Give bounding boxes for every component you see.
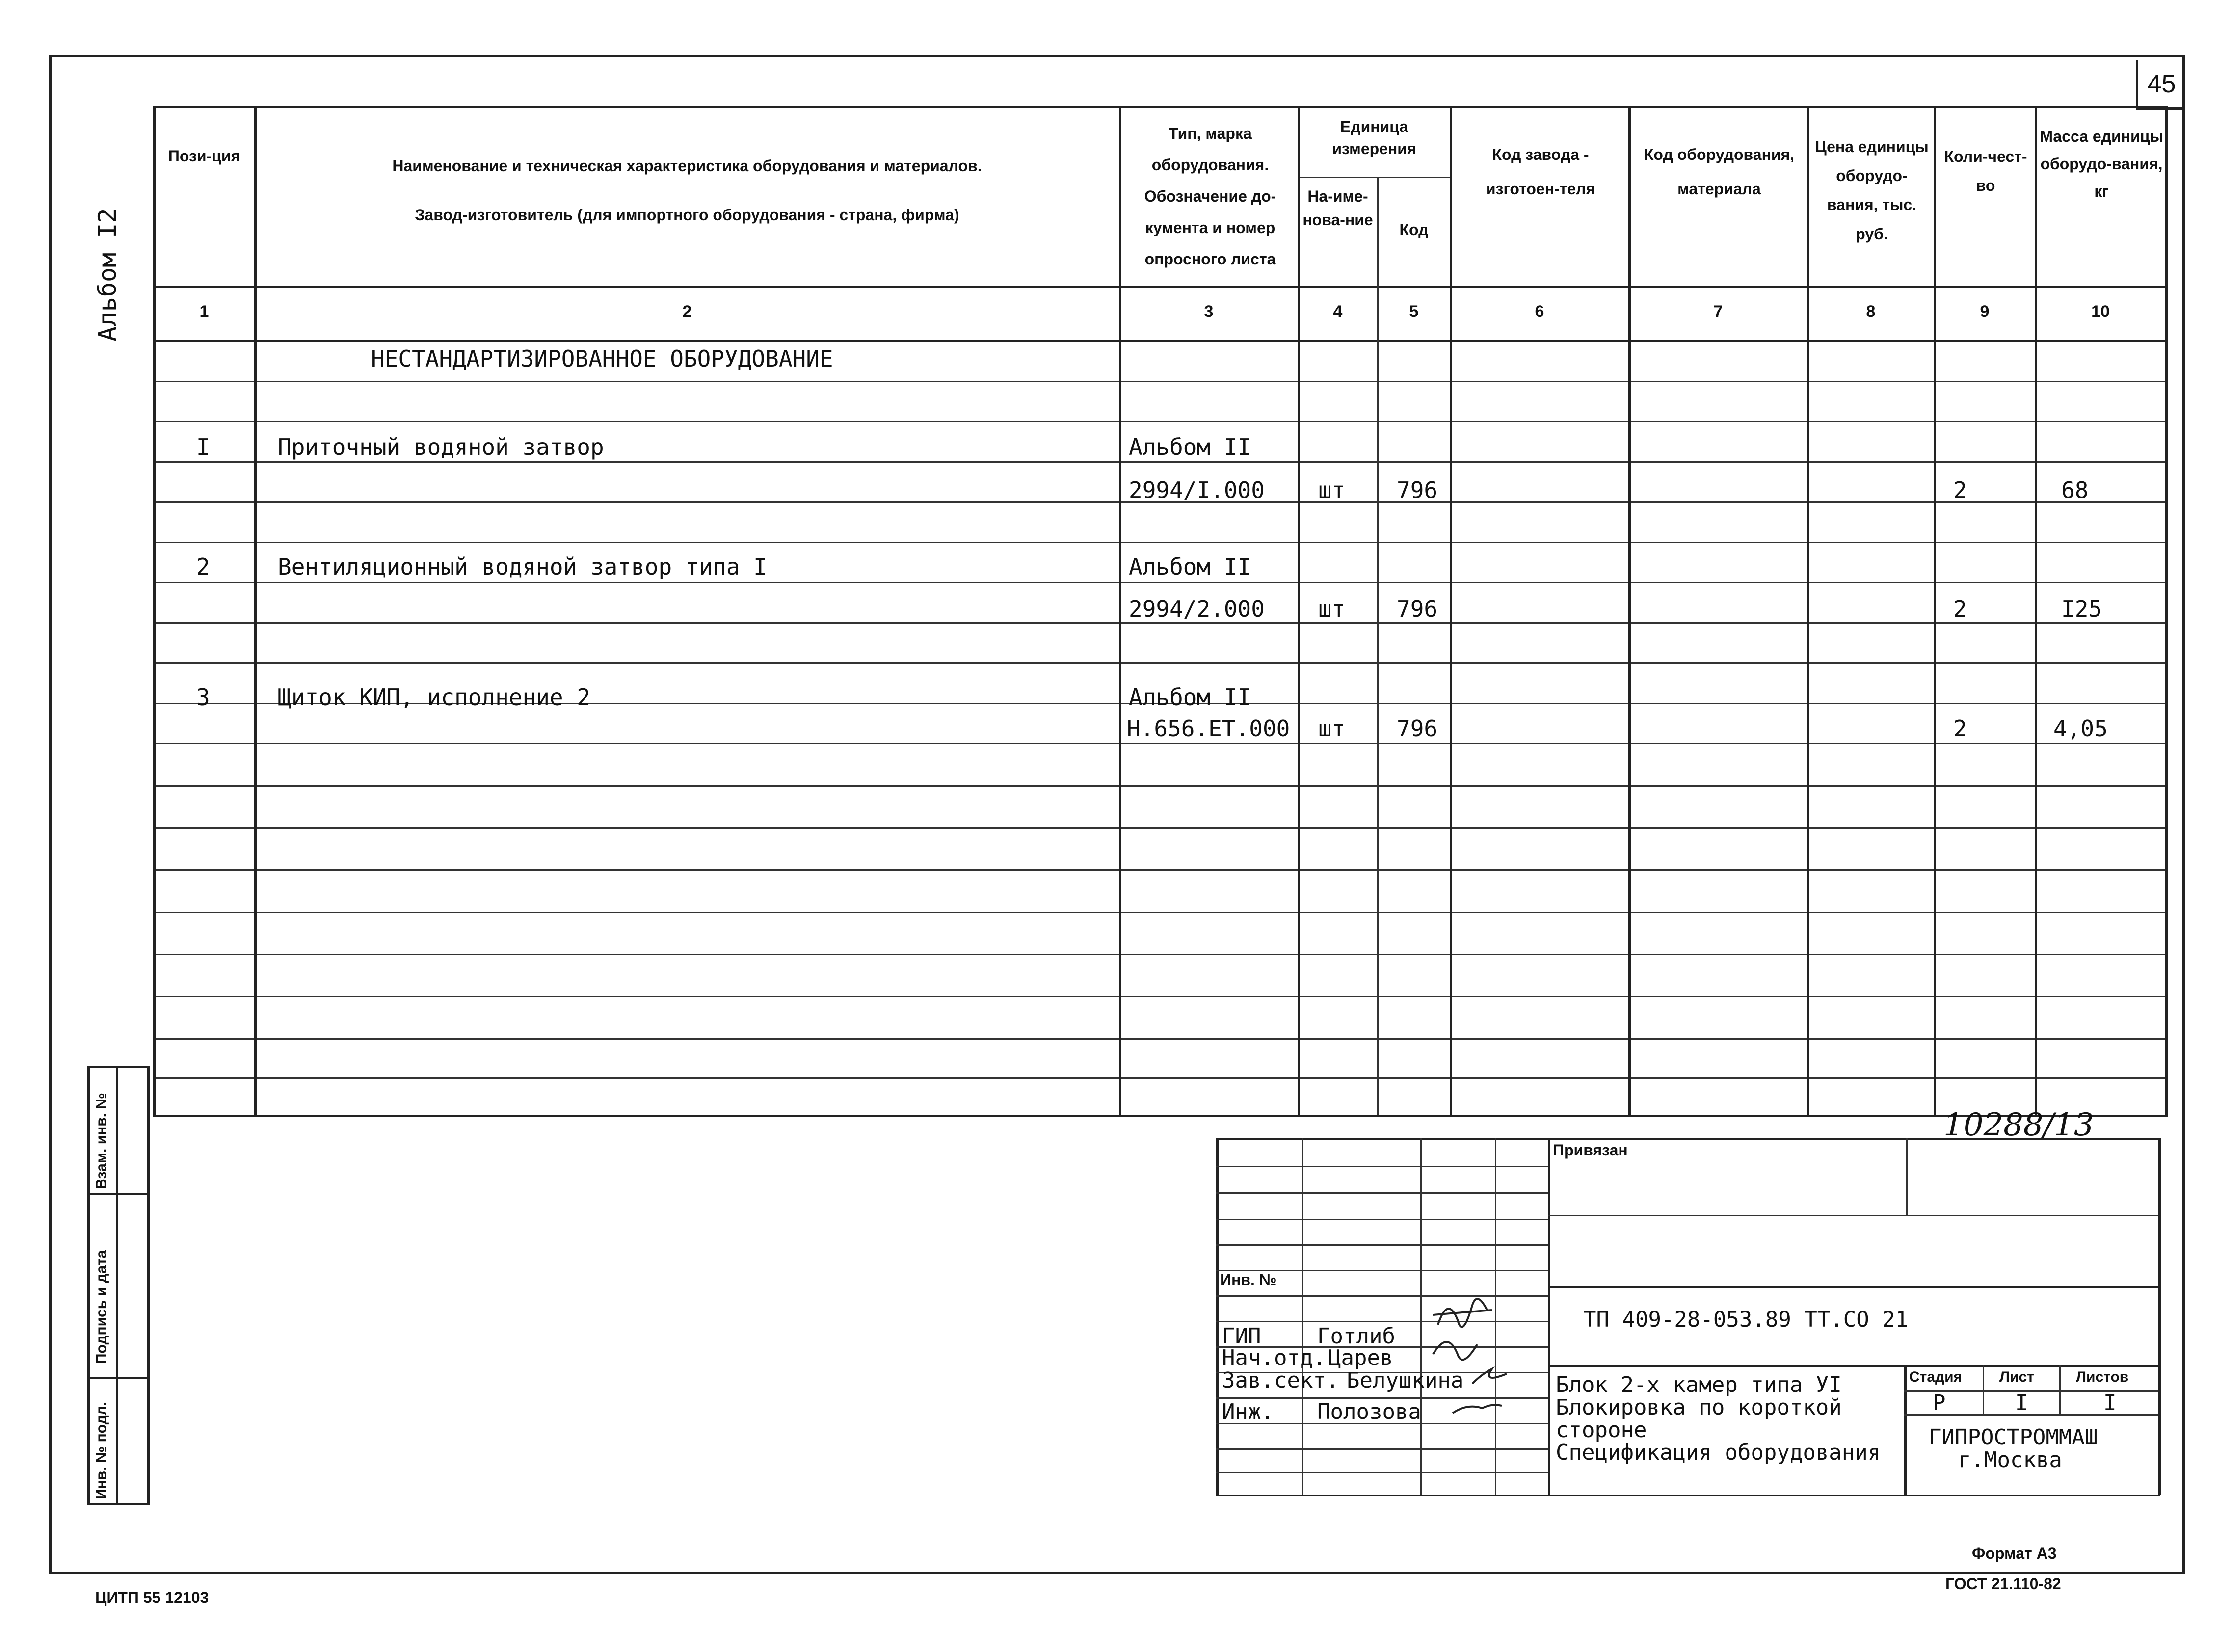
colnum-8: 8 bbox=[1866, 302, 1876, 321]
side-label-vzam: Взам. инв. № bbox=[93, 1093, 109, 1189]
sheets-label: Листов bbox=[2076, 1369, 2129, 1385]
signatures-image bbox=[1423, 1281, 1512, 1428]
header-unit-name: На-име-нова-ние bbox=[1302, 187, 1373, 229]
item-type: 2994/I.000 bbox=[1129, 477, 1265, 503]
item-code: 796 bbox=[1397, 596, 1438, 622]
header-quantity: Коли-чест-во bbox=[1944, 148, 2027, 195]
stage-value: Р bbox=[1933, 1390, 1946, 1416]
header-name-line1: Наименование и техническая характеристика оборудования и материалов. bbox=[392, 157, 982, 175]
sheet-label: Лист bbox=[1999, 1369, 2034, 1385]
item-mass: I25 bbox=[2061, 596, 2102, 622]
page-number: 45 bbox=[2136, 60, 2185, 110]
name-nach-otd: Царев bbox=[1328, 1345, 1393, 1370]
header-factory-code: Код завода - изготоен-теля bbox=[1486, 146, 1595, 198]
colnum-5: 5 bbox=[1409, 302, 1419, 321]
colnum-7: 7 bbox=[1713, 302, 1723, 321]
item-mass: 68 bbox=[2061, 477, 2089, 503]
side-label-inv-podl: Инв. № подл. bbox=[93, 1401, 109, 1499]
colnum-4: 4 bbox=[1333, 302, 1343, 321]
item-name: Вентиляционный водяной затвор типа I bbox=[278, 553, 767, 580]
item-qty: 2 bbox=[1953, 477, 1967, 503]
role-inzh: Инж. bbox=[1222, 1399, 1274, 1424]
name-gip: Готлиб bbox=[1317, 1324, 1395, 1349]
header-type: Тип, марка оборудования. Обозначение до-кумента и номер опросного листа bbox=[1144, 125, 1276, 268]
header-price: Цена единицы оборудо-вания, тыс. руб. bbox=[1815, 138, 1929, 243]
item-name: Приточный водяной затвор bbox=[278, 434, 604, 460]
item-name: Щиток КИП, исполнение 2 bbox=[278, 684, 590, 710]
header-mass: Масса единицы оборудо-вания, кг bbox=[2040, 128, 2163, 200]
item-unit: шт bbox=[1318, 596, 1346, 622]
item-code: 796 bbox=[1397, 715, 1438, 742]
colnum-1: 1 bbox=[199, 302, 209, 321]
sheet-value: I bbox=[2015, 1390, 2028, 1416]
role-gip: ГИП bbox=[1222, 1324, 1261, 1349]
inv-no-label: Инв. № bbox=[1220, 1271, 1277, 1288]
item-code: 796 bbox=[1397, 477, 1438, 503]
privyazan-label: Привязан bbox=[1553, 1141, 1628, 1159]
org-name: ГИПРОСТРОММАШ bbox=[1929, 1425, 2098, 1450]
header-name-line2: Завод-изготовитель (для импортного оборудования - страна, фирма) bbox=[415, 206, 959, 224]
item-type: 2994/2.000 bbox=[1129, 596, 1265, 622]
header-unit-code: Код bbox=[1399, 221, 1429, 238]
header-unit-group: Единица измерения bbox=[1332, 118, 1416, 157]
sheets-value: I bbox=[2103, 1390, 2117, 1416]
name-zav-sekt: Белушкина bbox=[1347, 1368, 1464, 1393]
colnum-9: 9 bbox=[1980, 302, 1990, 321]
item-position: I bbox=[196, 434, 210, 460]
gost-label: ГОСТ 21.110-82 bbox=[1945, 1575, 2061, 1593]
item-qty: 2 bbox=[1953, 715, 1967, 742]
colnum-3: 3 bbox=[1204, 302, 1214, 321]
item-unit: шт bbox=[1318, 477, 1346, 503]
stage-label: Стадия bbox=[1909, 1369, 1963, 1385]
header-equipment-code: Код оборудования, материала bbox=[1644, 146, 1795, 198]
item-mass: 4,05 bbox=[2053, 715, 2108, 742]
org-city: г.Москва bbox=[1958, 1447, 2062, 1472]
item-doc: Альбом II bbox=[1129, 684, 1251, 710]
item-position: 2 bbox=[196, 553, 210, 580]
header-position: Пози-ция bbox=[168, 147, 240, 165]
side-label-podpis: Подпись и дата bbox=[93, 1250, 109, 1364]
section-title: НЕСТАНДАРТИЗИРОВАННОЕ ОБОРУДОВАНИЕ bbox=[371, 345, 833, 372]
item-type: Н.656.ЕТ.000 bbox=[1127, 715, 1290, 742]
colnum-10: 10 bbox=[2091, 302, 2110, 321]
doc-code: ТП 409-28-053.89 ТТ.СО 21 bbox=[1583, 1307, 1909, 1332]
item-doc: Альбом II bbox=[1129, 553, 1251, 580]
title-line-1: Блок 2-х камер типа УI bbox=[1556, 1372, 1842, 1397]
sheet-frame bbox=[49, 55, 2185, 1574]
item-doc: Альбом II bbox=[1129, 434, 1251, 460]
role-nach-otd: Нач.отд. bbox=[1222, 1345, 1326, 1370]
item-unit: шт bbox=[1318, 715, 1346, 742]
colnum-2: 2 bbox=[682, 302, 692, 321]
citp-label: ЦИТП 55 12103 bbox=[95, 1589, 209, 1606]
handwritten-number: 10288/13 bbox=[1943, 1107, 2094, 1143]
role-zav-sekt: Зав.сект. bbox=[1222, 1368, 1339, 1393]
colnum-6: 6 bbox=[1535, 302, 1544, 321]
item-qty: 2 bbox=[1953, 596, 1967, 622]
title-line-2: Блокировка по короткой bbox=[1556, 1395, 1842, 1420]
title-line-3: стороне bbox=[1556, 1417, 1647, 1442]
format-label: Формат А3 bbox=[1972, 1545, 2057, 1562]
album-label: Альбом I2 bbox=[93, 208, 122, 341]
name-inzh: Полозова bbox=[1317, 1399, 1421, 1424]
item-position: 3 bbox=[196, 684, 210, 710]
title-line-4: Спецификация оборудования bbox=[1556, 1440, 1881, 1465]
